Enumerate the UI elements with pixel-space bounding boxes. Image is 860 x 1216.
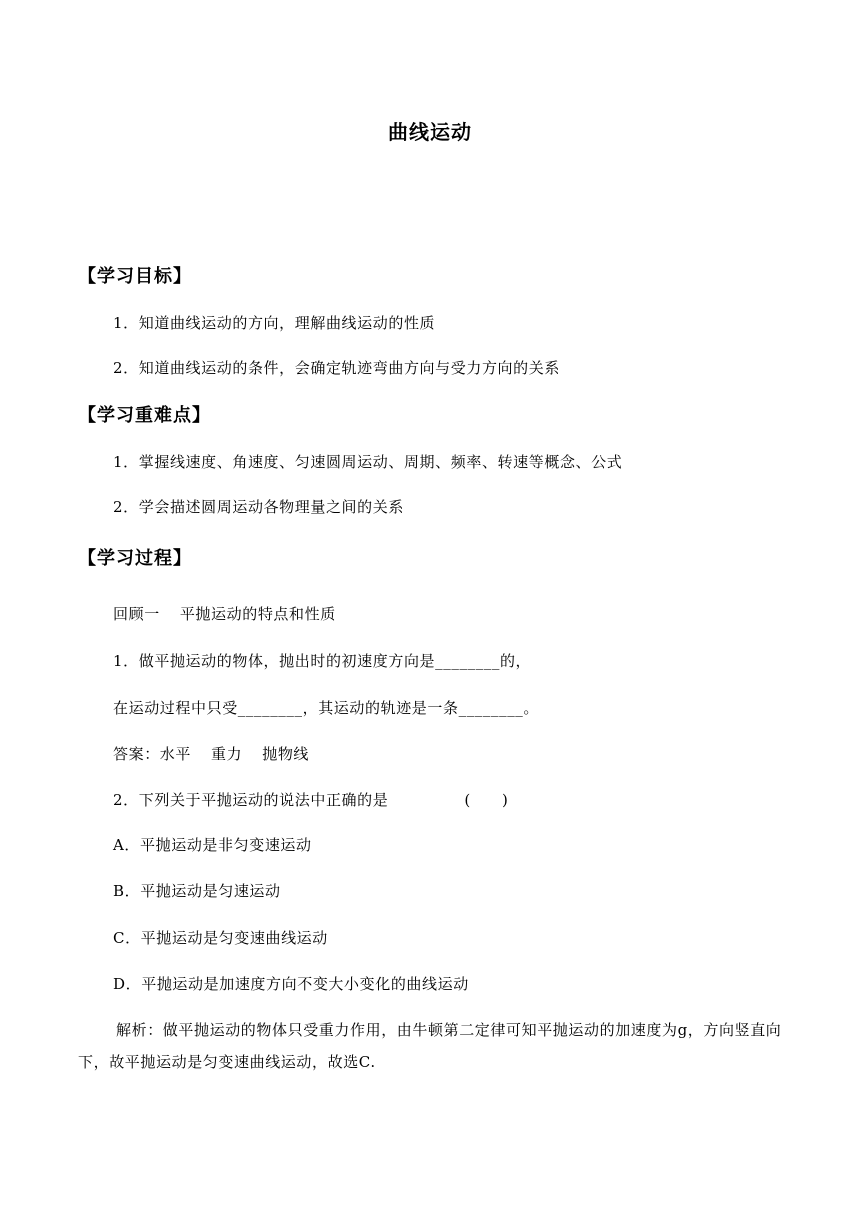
section-heading-key-points: 【学习重难点】 <box>78 405 211 426</box>
answer-part-3: 抛物线 <box>262 745 310 763</box>
key-point-item-2: 2．学会描述圆周运动各物理量之间的关系 <box>113 498 404 516</box>
answer-blank-paren: ( ) <box>464 791 509 809</box>
section-heading-process: 【学习过程】 <box>78 548 192 569</box>
question-2-stem <box>113 789 508 810</box>
section-heading-goals: 【学习目标】 <box>78 266 192 287</box>
option-a: A．平抛运动是非匀变速运动 <box>113 836 312 854</box>
option-b: B．平抛运动是匀速运动 <box>113 882 281 900</box>
option-d: D．平抛运动是加速度方向不变大小变化的曲线运动 <box>113 975 469 993</box>
goal-item-1: 1．知道曲线运动的方向，理解曲线运动的性质 <box>113 314 436 332</box>
question-2-text: 2．下列关于平抛运动的说法中正确的是 <box>113 791 389 809</box>
review-title-label: 回顾一 <box>113 605 160 623</box>
review-title-topic: 平抛运动的特点和性质 <box>179 605 336 623</box>
question-1-line-1: 1．做平抛运动的物体，抛出时的初速度方向是________的， <box>113 652 532 670</box>
answer-part-2: 重力 <box>211 745 243 763</box>
question-1-line-2: 在运动过程中只受________，其运动的轨迹是一条________。 <box>113 699 540 717</box>
goal-item-2: 2．知道曲线运动的条件，会确定轨迹弯曲方向与受力方向的关系 <box>113 359 560 377</box>
option-c: C．平抛运动是匀变速曲线运动 <box>113 929 328 947</box>
analysis-paragraph: 解析：做平抛运动的物体只受重力作用，由牛顿第二定律可知平抛运动的加速度为g，方向竖直向下，故平抛运动是匀变速曲线运动，故选C. <box>78 1021 782 1071</box>
review-title <box>113 603 336 624</box>
answer-label: 答案：水平 <box>113 745 192 763</box>
question-1-answer <box>113 743 309 764</box>
page-title: 曲线运动 <box>388 120 472 144</box>
key-point-item-1: 1．掌握线速度、角速度、匀速圆周运动、周期、频率、转速等概念、公式 <box>113 453 623 471</box>
